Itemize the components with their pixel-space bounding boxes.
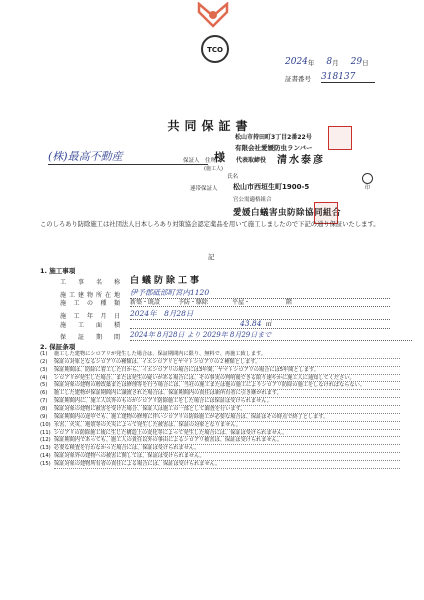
issue-year: 2024	[285, 57, 308, 67]
term-item: (2) 保証の対象となるシロアリの種類は、イエシロアリとヤマトシロアリの２種類とします。	[40, 359, 400, 367]
type-options: 新築・既設 予防・駆除 平屋・ 階	[130, 297, 390, 307]
guarantor-address-label: 保証人 住所	[183, 158, 217, 164]
association-emblem	[196, 2, 230, 30]
issue-date: 2024 年 8 月 29 日	[285, 57, 369, 67]
guarantor-address: 松山市持田町3丁目2番22号	[235, 134, 312, 141]
term-item: (11) シロアリの防除施工後に生じた構造上の変化等によって発生した場合には、保証は受けられません。	[40, 430, 400, 438]
tco-logo: TCO	[201, 35, 229, 63]
certificate-number: 証書番号 318137	[285, 72, 375, 83]
term-item: (6) 施工した建物が保証期間内に譲渡された場合は、保証期間内の責任は新所有者に引き継がれます。	[40, 390, 400, 398]
recipient-honorific: 様	[214, 151, 225, 164]
date-row: 施工年月日 2024年 8月28日	[60, 308, 390, 320]
joint-guarantor-address: 松山市西垣生町1900-5	[233, 183, 310, 191]
term-item: (8) 保証対象の建物に被害を受けた場合、保証人は施工の一部として調査を行います。	[40, 406, 400, 414]
term-item: (9) 保証期間内の途中でも、施工建物の修理に伴いシロアリの防除施工が必要な場合は、保証はその時点で終了とします。	[40, 414, 400, 422]
term-item: (3) 保証期間は、防除に着工した日から、イエシロアリの場合には3年間、ヤマトシロアリの場合には5年間とします。	[40, 367, 400, 375]
term-item: (10) 水害、火災、地震等の天災によって発生した被害は、保証の対象となりません。	[40, 422, 400, 430]
section1-heading: 1. 施工事項	[40, 267, 76, 275]
guarantor-seal-stamp	[328, 126, 352, 150]
issue-month: 8	[326, 57, 333, 67]
joint-org-line: 官公需適格組合	[233, 197, 272, 203]
guarantee-terms	[40, 351, 400, 469]
term-item: (7) 保証期間内に、施工人以外のものがシロアリ防除施工をした場合には保証は受けられません。	[40, 398, 400, 406]
period-row: 保証期間 2024年 8月28日 より 2029年 8月29日まで	[60, 330, 412, 341]
term-item: (1) 施工した建物にシロアリが発生した場合は、保証期間内に限り、無料で、再施工致します。	[40, 351, 400, 359]
term-item: (12) 保証期間内であっても、施工人の責任以外の事由によるシロアリ被害は、保証は受けられません。	[40, 437, 400, 445]
ki-marker: 記	[208, 253, 215, 261]
area-row: 施工面積 43.84 ㎡	[60, 319, 390, 329]
term-item: (5) 保証対象の建物の増改築または修理等を行う場合には、当社の施工または他の施工によりシロアリ防除の施工をしなければならない。	[40, 382, 400, 390]
guarantee-period: 2024年 8月28日 より 2029年 8月29日まで	[130, 330, 412, 341]
area-unit: ㎡	[265, 321, 272, 328]
term-item: (15) 保証対象の建物所有者の責任による場合には、保証は受けられません。	[40, 461, 400, 469]
guarantor-company: 有限会社愛媛防虫ランバー	[235, 144, 313, 152]
guarantor-rep-title: 代表取締役	[236, 157, 267, 164]
location-value: 伊予郡砥部町宮内1120	[130, 287, 390, 299]
guarantor-rep-name: 清水泰彦	[277, 155, 325, 166]
term-item: (14) 保証対象外の建物への被害に関しては、保証は受けられません。	[40, 453, 400, 461]
joint-org-name: 愛媛白蟻害虫防除協同組合	[233, 208, 342, 218]
section2-heading: 2. 保証条項	[40, 343, 76, 351]
document-title: 共同保証書	[167, 119, 253, 133]
guarantor-sub-label: (施工人)	[204, 166, 223, 172]
work-name-row: 工事名称 白蟻防除工事	[60, 273, 202, 286]
area-value: 43.84	[240, 319, 262, 328]
joint-guarantor-label: 連帯保証人	[190, 186, 218, 192]
recipient-name: (株)最高不動産	[48, 150, 123, 163]
term-item: (13) 必要な検査を行わなかった場合には、保証は受けられません。	[40, 445, 400, 453]
issue-day: 29	[350, 57, 363, 67]
work-date: 2024年 8月28日	[130, 308, 390, 320]
term-item: (4) シロアリが発生した場合、または発生の疑いがある場合には、その事実の判明後できる限り速やかに施工人に通知してください。	[40, 375, 400, 383]
type-row: 施工の種類 新築・既設 予防・駆除 平屋・ 階	[60, 297, 390, 307]
intro-text: このしろあり防除施工は社団法人日本しろあり対策協会認定薬品を用いて施工しましたので下記の通り保証いたします。	[40, 221, 380, 228]
work-name: 白蟻防除工事	[130, 276, 203, 286]
guarantor-seal-mark: 印	[362, 173, 373, 184]
guarantor-name-label: 氏名	[227, 174, 239, 180]
location-row: 施工建物所在地 伊予郡砥部町宮内1120	[60, 287, 390, 299]
